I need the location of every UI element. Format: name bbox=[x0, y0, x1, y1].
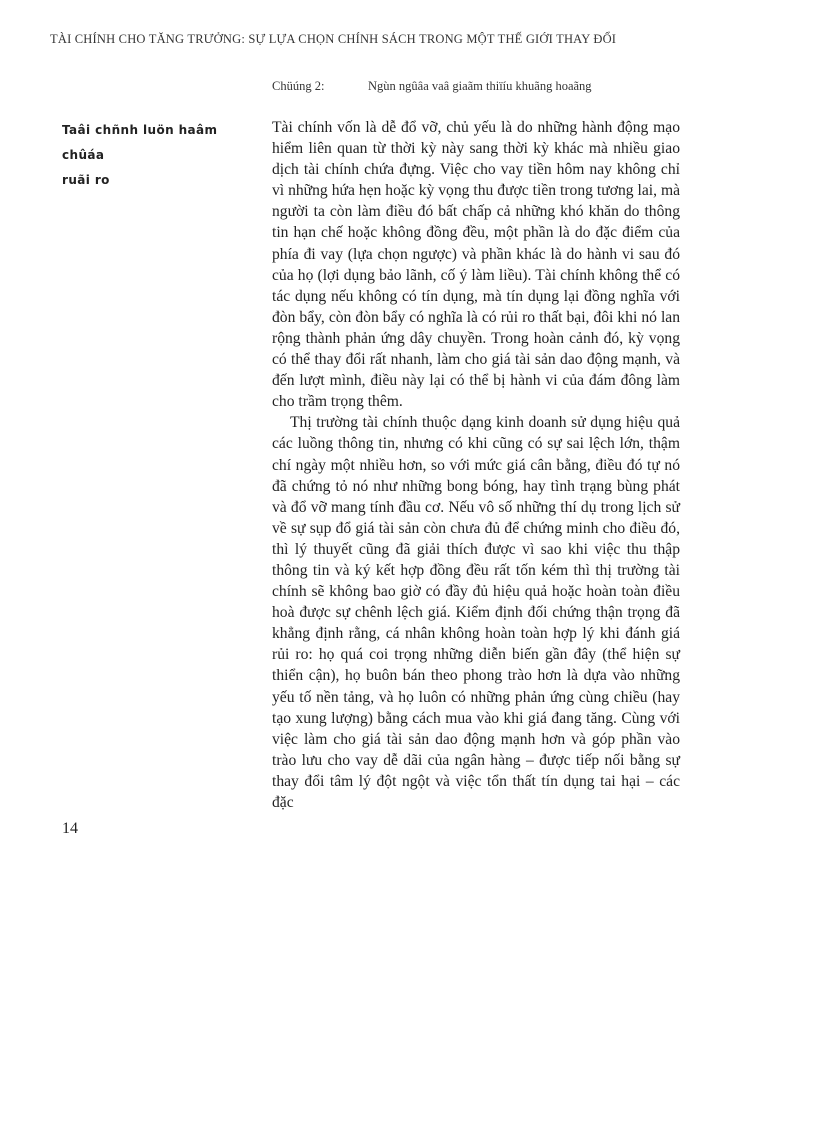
sidebar-heading-line-2: ruãi ro bbox=[62, 173, 110, 187]
paragraph-1: Tài chính vốn là dễ đổ vỡ, chủ yếu là do những hành động mạo hiểm liên quan từ thời kỳ này sang thời kỳ khác mà nhiều giao dịch tài chính chứa đựng. Việc cho vay tiền hôm nay không chỉ vì những hứa hẹn hoặc kỳ vọng thu được tiền trong tương lai, mà người ta còn làm điều đó bất chấp cả những khó khăn do thông tin hạn chế hoặc không đồng đều, một phần là do đặc điểm của phía đi vay (lựa chọn ngược) và phần khác là do hành vi sau đó của họ (lợi dụng bảo lãnh, cố ý làm liều). Tài chính không thể có tác dụng nếu không có tín dụng, mà tín dụng lại đồng nghĩa với đòn bẩy, còn đòn bẩy có nghĩa là có rủi ro thất bại, đôi khi nó lan rộng thành phản ứng dây chuyền. Trong hoàn cảnh đó, kỳ vọng có thể thay đổi rất nhanh, làm cho giá tài sản dao động mạnh, và đến lượt mình, điều này lại có thể bị hành vi của đám đông làm cho trầm trọng thêm. bbox=[272, 119, 680, 411]
chapter-title: Ngùn ngûâa vaâ giaãm thiïíu khuãng hoaãng bbox=[368, 79, 592, 93]
running-header: TÀI CHÍNH CHO TĂNG TRƯỞNG: SỰ LỰA CHỌN CHÍNH SÁCH TRONG MỘT THẾ GIỚI THAY ĐỔI bbox=[50, 32, 617, 46]
sidebar-heading bbox=[62, 118, 262, 193]
chapter-line bbox=[272, 79, 592, 94]
chapter-label: Chüúng 2: bbox=[272, 79, 325, 93]
sidebar-heading-line-1: Taâi chñnh luön haâm chûáa bbox=[62, 123, 218, 162]
body-text bbox=[272, 117, 680, 813]
paragraph-2: Thị trường tài chính thuộc dạng kinh doanh sử dụng hiệu quả các luồng thông tin, nhưng có khi cũng có sự sai lệch lớn, thậm chí ngày một nhiều hơn, so với mức giá cân bằng, điều đó tự nó đã chứng tỏ nó như những bong bóng, hay tình trạng bùng phát và đổ vỡ mang tính đầu cơ. Nếu vô số những thí dụ trong lịch sử về sự sụp đổ giá tài sản còn chưa đủ để chứng minh cho điều đó, thì lý thuyết cũng đã giải thích được vì sao khi việc thu thập thông tin và ký kết hợp đồng đều rất tốn kém thì thị trường tài chính sẽ không bao giờ có đầy đủ hiệu quả hoặc hoàn toàn điều hoà được sự chênh lệch giá. Kiểm định đối chứng thận trọng đã khẳng định rằng, cá nhân không hoàn toàn hợp lý khi đánh giá rủi ro: họ quá coi trọng những diễn biến gần đây (thể hiện sự thiển cận), họ buôn bán theo phong trào hơn là dựa vào những yếu tố nền tảng, và họ luôn có những phản ứng cùng chiều (hay tạo xung lượng) bằng cách mua vào khi giá đang tăng. Cùng với việc làm cho giá tài sản dao động mạnh hơn và góp phần vào trào lưu cho vay dễ dãi của ngân hàng – được tiếp nối bằng sự thay đổi tâm lý đột ngột và việc tổn thất tín dụng tai hại – các đặc bbox=[272, 414, 680, 811]
page-number: 14 bbox=[62, 820, 78, 837]
